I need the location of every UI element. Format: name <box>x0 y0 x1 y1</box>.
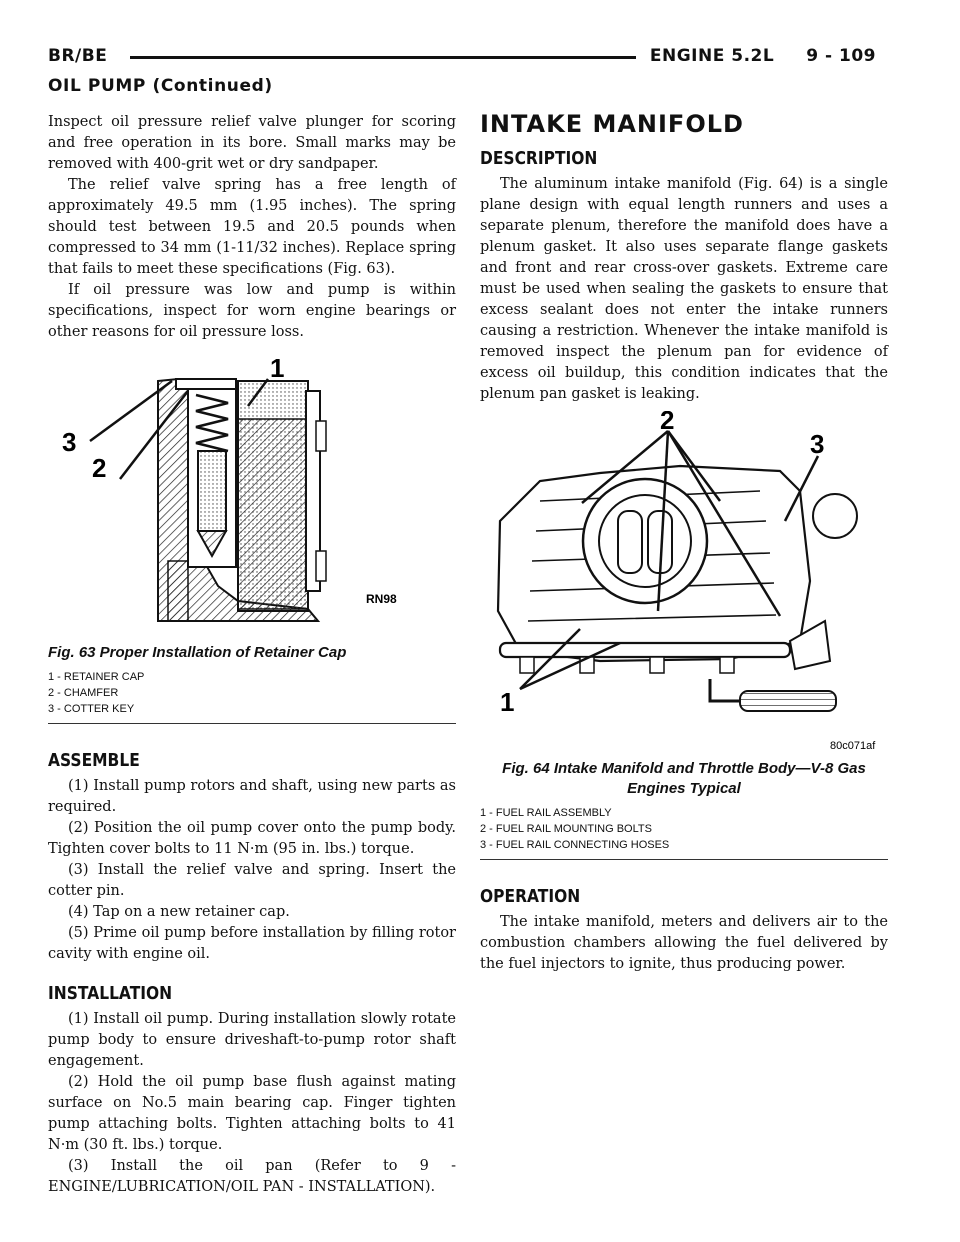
step: (1) Install oil pump. During installation slowly rotate pump body to ensure driveshaft-to-pump rotor shaft engagement. <box>48 1011 456 1069</box>
header-rule <box>130 56 636 59</box>
paragraph: Inspect oil pressure relief valve plunger for scoring and free operation in its bore. Small marks may be removed with 400-grit wet or dry sandpaper. <box>48 114 456 172</box>
step: (3) Install the relief valve and spring. Insert the cotter pin. <box>48 862 456 899</box>
paragraph: The aluminum intake manifold (Fig. 64) is a single plane design with equal length runners and uses a separate plenum, therefore the manifold does have a plenum gasket. It also uses separate flange gaskets and front and rear cross-over gaskets. Extreme care must be used when sealing the gaskets to ensure that excess sealant does not enter the intake runners causing a restriction. Whenever the intake manifold is removed inspect the plenum pan for evidence of excess oil buildup, this condition indicates that the plenum pan gasket is leaking. <box>480 176 888 402</box>
page-title: INTAKE MANIFOLD <box>480 110 744 138</box>
figure-caption: Fig. 63 Proper Installation of Retainer Cap <box>48 644 347 661</box>
figure-legend <box>48 669 456 717</box>
section-heading-operation: OPERATION <box>480 886 581 907</box>
paragraph: The intake manifold, meters and delivers air to the combustion chambers allowing the fuel delivered by the fuel injectors to ignite, thus producing power. <box>480 914 888 972</box>
figure-code: RN98 <box>366 592 397 606</box>
legend-item: 1 - RETAINER CAP <box>48 671 145 683</box>
header-model: BR/BE <box>48 46 108 66</box>
callout-2: 2 <box>92 453 107 483</box>
callout-1: 1 <box>500 687 515 717</box>
legend-item: 3 - FUEL RAIL CONNECTING HOSES <box>480 839 670 851</box>
callout-3: 3 <box>62 427 77 457</box>
figure-legend <box>480 805 888 853</box>
figure-63 <box>48 351 456 641</box>
callout-1: 1 <box>270 353 285 383</box>
step: (4) Tap on a new retainer cap. <box>68 904 290 920</box>
right-column <box>480 112 888 975</box>
relief-valve-illustration <box>48 351 456 641</box>
figure-code: 80c071af <box>830 740 876 752</box>
intake-manifold-illustration <box>480 411 888 757</box>
step: (3) Install the oil pan (Refer to 9 - ENGINE/LUBRICATION/OIL PAN - INSTALLATION). <box>48 1158 456 1195</box>
legend-item: 2 - FUEL RAIL MOUNTING BOLTS <box>480 823 652 835</box>
continued-heading: OIL PUMP (Continued) <box>48 76 273 96</box>
section-heading-installation: INSTALLATION <box>48 983 173 1004</box>
left-column <box>48 112 456 1198</box>
step: (1) Install pump rotors and shaft, using new parts as required. <box>48 778 456 815</box>
step: (2) Hold the oil pump base flush against mating surface on No.5 main bearing cap. Finger tighten pump attaching bolts. Tighten attaching bolts to 41 N·m (30 ft. lbs.) torque. <box>48 1074 456 1153</box>
section-heading-description: DESCRIPTION <box>480 148 598 169</box>
figure-64 <box>480 411 888 757</box>
section-heading-assemble: ASSEMBLE <box>48 750 140 771</box>
header-section-page: ENGINE 5.2L 9 - 109 <box>649 46 876 66</box>
legend-item: 1 - FUEL RAIL ASSEMBLY <box>480 807 612 819</box>
legend-item: 2 - CHAMFER <box>48 687 119 699</box>
callout-2: 2 <box>660 411 675 435</box>
figure-rule <box>480 859 888 860</box>
paragraph: If oil pressure was low and pump is within specifications, inspect for worn engine bearings or other reasons for oil pressure loss. <box>48 282 456 340</box>
step: (2) Position the oil pump cover onto the pump body. Tighten cover bolts to 11 N·m (95 in. lbs.) torque. <box>48 820 456 857</box>
figure-rule <box>48 723 456 724</box>
step: (5) Prime oil pump before installation by filling rotor cavity with engine oil. <box>48 925 456 962</box>
paragraph: The relief valve spring has a free length of approximately 49.5 mm (1.95 inches). The spring should test between 19.5 and 20.5 pounds when compressed to 34 mm (1-11/32 inches). Replace spring that fails to meet these specifications (Fig. 63). <box>48 177 456 277</box>
callout-3: 3 <box>810 429 825 459</box>
legend-item: 3 - COTTER KEY <box>48 703 135 715</box>
figure-caption: Fig. 64 Intake Manifold and Throttle Body—V-8 Gas Engines Typical <box>502 760 866 797</box>
